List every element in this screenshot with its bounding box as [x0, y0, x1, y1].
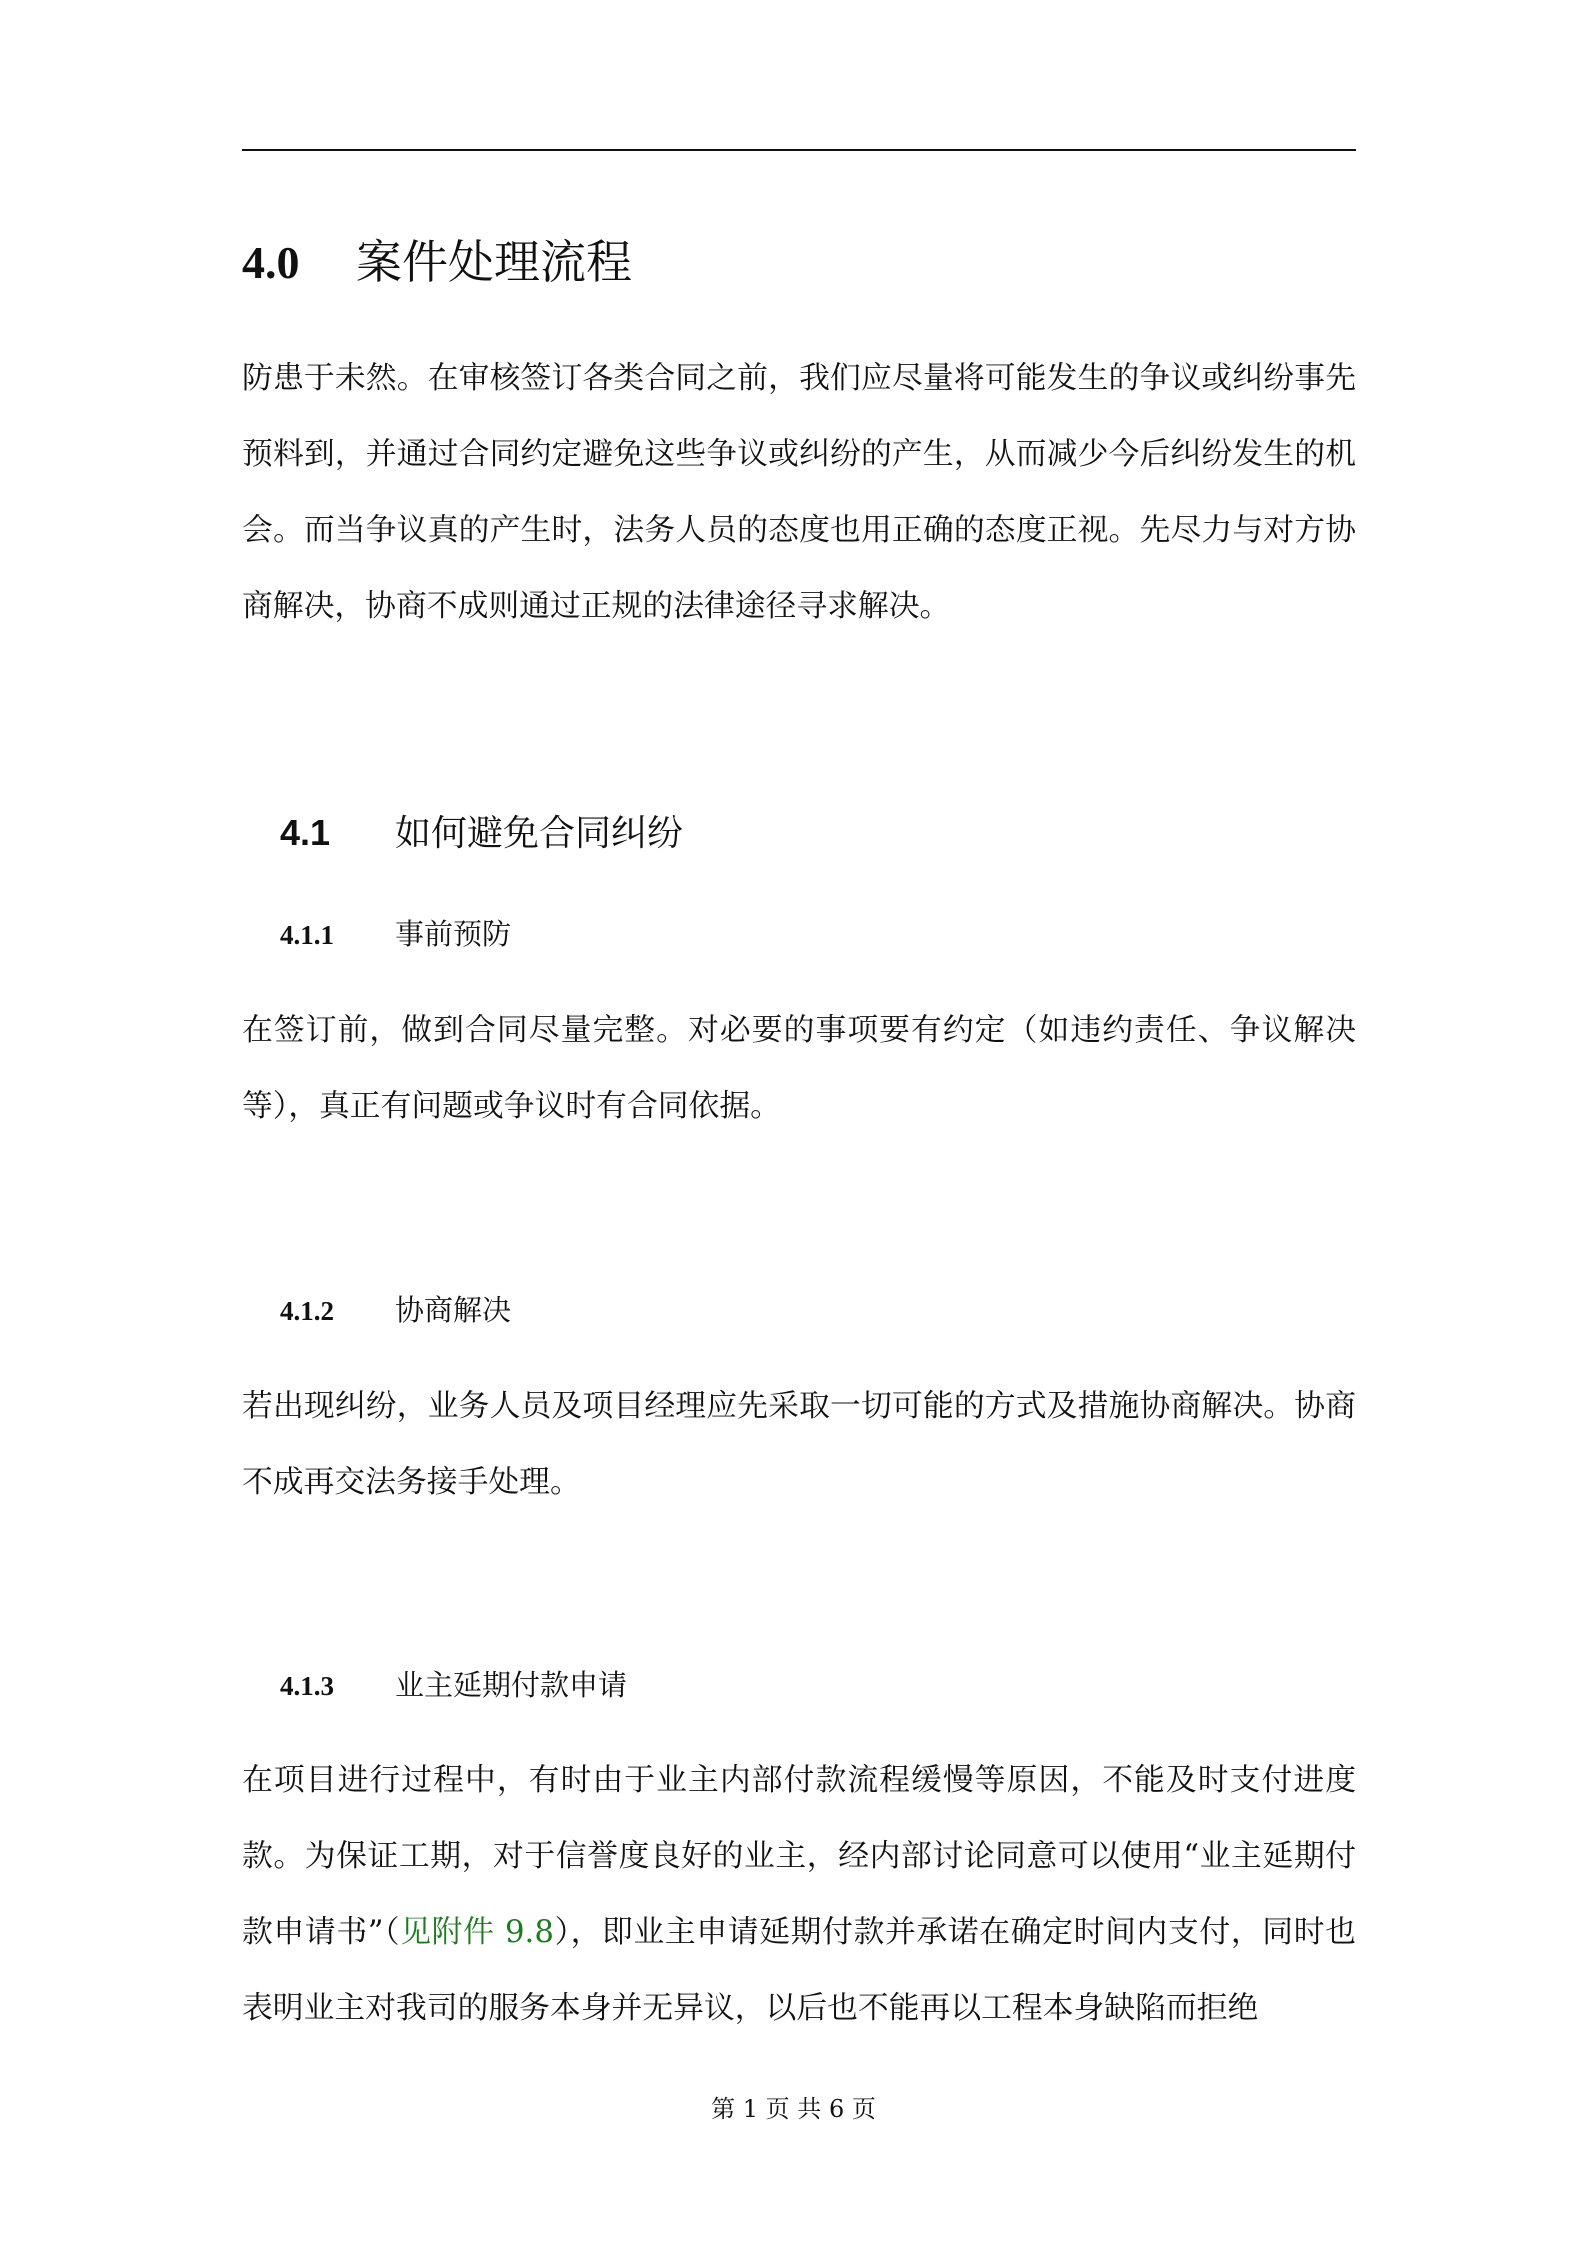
- subsection-title: 事前预防: [395, 917, 512, 951]
- subsection-title: 协商解决: [395, 1293, 512, 1327]
- subsection-number: 4.1.1: [280, 920, 334, 950]
- subsection-heading-2: [280, 1290, 511, 1331]
- subsection-number: 4.1.3: [280, 1671, 334, 1701]
- subsection-heading-3: [280, 1665, 627, 1706]
- chapter-title: 案件处理流程: [356, 235, 632, 289]
- body-text-before-link: 在项目进行过程中，有时由于业主内部付款流程缓慢等原因，不能及时支付进度款。为保证工期，对于信誉度良好的业主，经内部讨论同意可以使用“业主延期付款申请书”（: [242, 1762, 1356, 1950]
- chapter-heading: [242, 230, 632, 295]
- header-rule: [242, 149, 1356, 151]
- subsection-heading-1: [280, 914, 511, 955]
- intro-paragraph: 防患于未然。在审核签订各类合同之前，我们应尽量将可能发生的争议或纠纷事先预料到，并通过合同约定避免这些争议或纠纷的产生，从而减少今后纠纷发生的机会。而当争议真的产生时，法务人员的态度也用正确的态度正视。先尽力与对方协商解决，协商不成则通过正规的法律途径寻求解决。: [242, 360, 1356, 624]
- section-title: 如何避免合同纠纷: [395, 813, 684, 854]
- section-heading: [280, 808, 683, 859]
- body-text-after-link: ），即业主申请延期付款并承诺在确定时间内支付，同时也表明业主对我司的服务本身并无异议，以后也不能再以工程本身缺陷而拒绝: [242, 1914, 1356, 2026]
- subsection-number: 4.1.2: [280, 1296, 334, 1326]
- page-footer: 第 1 页 共 6 页: [711, 2095, 876, 2123]
- subsection-body-3: [242, 1742, 1356, 2046]
- attachment-reference-link[interactable]: 见附件 9.8: [400, 1914, 554, 1950]
- subsection-body-2: 若出现纠纷，业务人员及项目经理应先采取一切可能的方式及措施协商解决。协商不成再交法务接手处理。: [242, 1388, 1356, 1500]
- subsection-title: 业主延期付款申请: [395, 1668, 628, 1702]
- section-number: 4.1: [280, 812, 331, 853]
- subsection-body-1: 在签订前，做到合同尽量完整。对必要的事项要有约定（如违约责任、争议解决等），真正有问题或争议时有合同依据。: [242, 1012, 1356, 1124]
- chapter-number: 4.0: [242, 237, 300, 288]
